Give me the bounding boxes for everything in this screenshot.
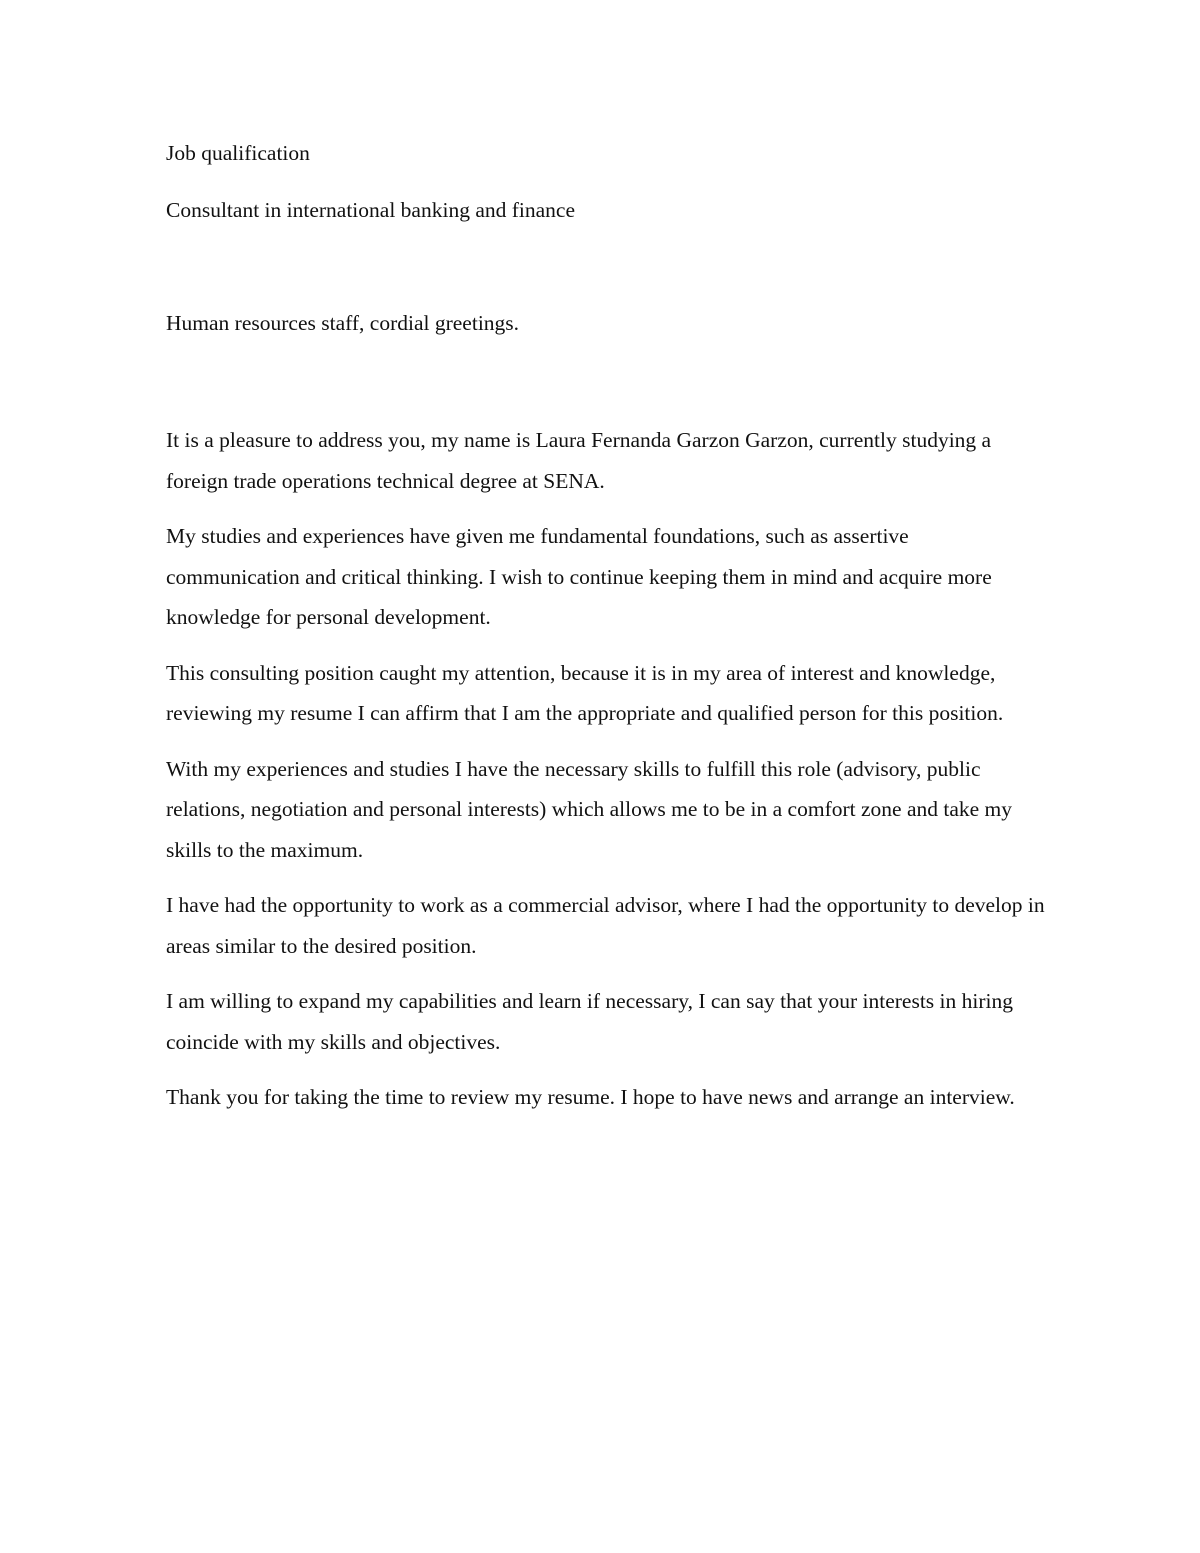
paragraph-studies: My studies and experiences have given me fundamental foundations, such as assertive communication and critical thinking. I wish to continue keeping them in mind and acquire more knowledge for personal development. [166,524,992,629]
paragraph-introduction: It is a pleasure to address you, my name is Laura Fernanda Garzon Garzon, currently studying a foreign trade operations technical degree at SENA. [166,428,992,493]
document-title: Job qualification [166,141,310,165]
paragraph-skills: With my experiences and studies I have the necessary skills to fulfill this role (advisory, public relations, negotiation and personal interests) which allows me to be in a comfort zone and take my skills to the maximum. [166,756,1013,862]
greeting: Human resources staff, cordial greetings. [166,311,520,335]
paragraph-closing: Thank you for taking the time to review my resume. I hope to have news and arrange an interview. [166,1085,1015,1109]
paragraph-interest: This consulting position caught my attention, because it is in my area of interest and knowledge, reviewing my resume I can affirm that I am the appropriate and qualified person for this position. [166,660,1004,725]
letter-body [166,137,1046,1133]
paragraph-willingness: I am willing to expand my capabilities and learn if necessary, I can say that your interests in hiring coincide with my skills and objectives. [166,989,1014,1054]
paragraph-experience: I have had the opportunity to work as a commercial advisor, where I had the opportunity to develop in areas similar to the desired position. [166,893,1045,958]
position-title: Consultant in international banking and finance [166,198,575,222]
